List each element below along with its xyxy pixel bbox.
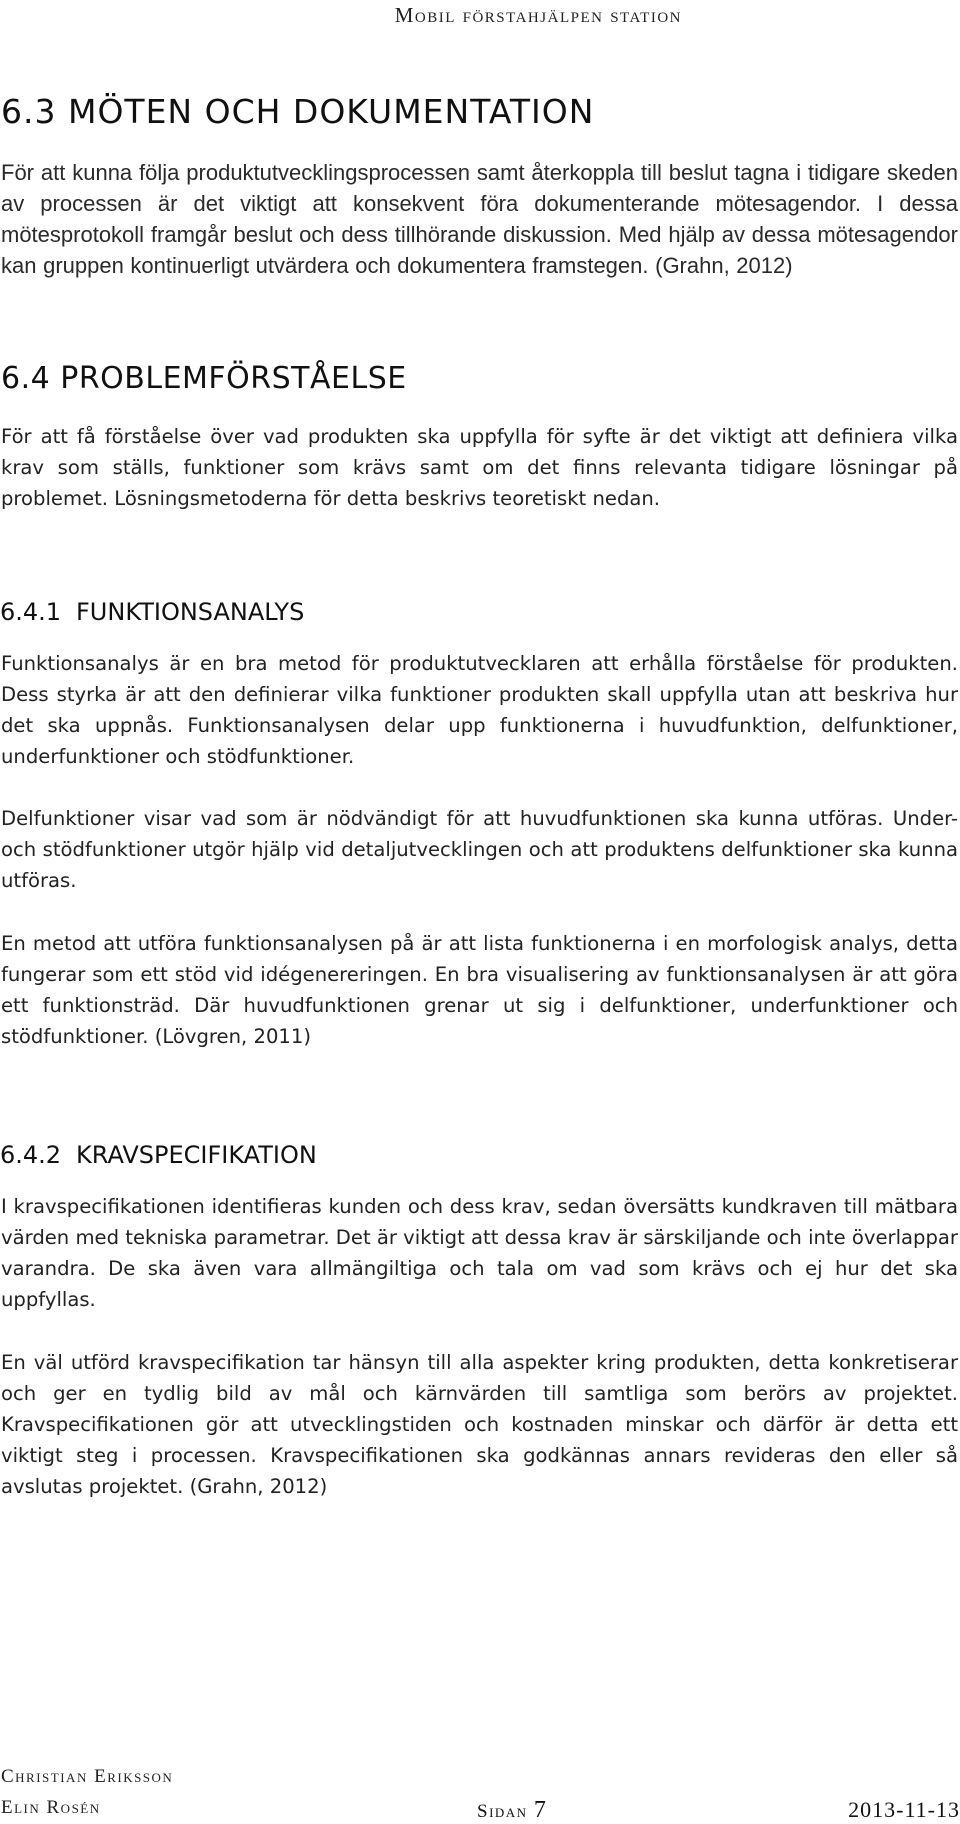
section-6-4-paragraph: För att få förståelse över vad produkten ska uppfylla för syfte är det viktigt att definiera vilka krav som ställs, funktioner som krävs samt om det finns relevanta tidigare lösningar på problemet. Lösningsmetoderna för detta beskrivs teoretiskt nedan.	[1, 425, 958, 510]
subsection-number: 6.4.2	[0, 1141, 62, 1169]
section-heading-6-4: 6.4 PROBLEMFÖRSTÅELSE	[1, 361, 407, 396]
section-6-4-1-paragraph-3: En metod att utföra funktionsanalysen på är att lista funktionerna i en morfologisk analys, detta fungerar som ett stöd vid idégenereringen. En bra visualisering av funktionsanalysen är att göra ett funktionsträd. Där huvudfunktionen grenar ut sig i delfunktioner, underfunktioner och stödfunktioner. (Lövgren, 2011)	[1, 932, 958, 1048]
subsection-heading-6-4-2	[0, 1141, 317, 1169]
running-header-title: Mobil förstahjälpen station	[394, 3, 682, 27]
section-6-4-2-paragraph-1: I kravspecifikationen identifieras kunden och dess krav, sedan översätts kundkraven till mätbara värden med tekniska parametrar. Det är viktigt att dessa krav är särskiljande och inte överlappar varandra. De ska även vara allmängiltiga och tala om vad som krävs och ej hur det ska uppfyllas.	[1, 1195, 958, 1311]
footer-page-indicator	[477, 1797, 547, 1824]
section-6-4-1-paragraph-2: Delfunktioner visar vad som är nödvändigt för att huvudfunktionen ska kunna utföras. Under- och stödfunktioner utgör hjälp vid detaljutvecklingen och att produktens delfunktioner ska kunna utföras.	[1, 807, 958, 892]
section-heading-6-3: 6.3 MÖTEN OCH DOKUMENTATION	[1, 92, 595, 131]
page-number: 7	[533, 1797, 548, 1823]
subsection-title: FUNKTIONSANALYS	[76, 598, 305, 626]
footer-author-1: Christian Eriksson	[1, 1766, 174, 1787]
subsection-number: 6.4.1	[0, 598, 62, 626]
footer-date: 2013-11-13	[848, 1797, 960, 1822]
page-label: Sidan	[477, 1801, 528, 1822]
subsection-heading-6-4-1	[0, 598, 304, 626]
footer-author-2: Elin Rosén	[1, 1797, 101, 1818]
section-6-3-paragraph: För att kunna följa produktutvecklingsprocessen samt återkoppla till beslut tagna i tidigare skeden av processen är det viktigt att konsekvent föra dokumenterande mötesagendor. I dessa mötesprotokoll framgår beslut och dess tillhörande diskussion. Med hjälp av dessa mötesagendor kan gruppen kontinuerligt utvärdera och dokumentera framstegen. (Grahn, 2012)	[1, 160, 958, 278]
section-6-4-1-paragraph-1: Funktionsanalys är en bra metod för produktutvecklaren att erhålla förståelse för produkten. Dess styrka är att den definierar vilka funktioner produkten skall uppfylla utan att beskriva hur det ska uppnås. Funktionsanalysen delar upp funktionerna i huvudfunktion, delfunktioner, underfunktioner och stödfunktioner.	[1, 652, 958, 768]
subsection-title: KRAVSPECIFIKATION	[76, 1141, 317, 1169]
section-6-4-2-paragraph-2: En väl utförd kravspecifikation tar hänsyn till alla aspekter kring produkten, detta konkretiserar och ger en tydlig bild av mål och kärnvärden till samtliga som berörs av projektet. Kravspecifikationen gör att utvecklingstiden och kostnaden minskar och därför är detta ett viktigt steg i processen. Kravspecifikationen ska godkännas annars revideras den eller så avslutas projektet. (Grahn, 2012)	[1, 1351, 958, 1498]
